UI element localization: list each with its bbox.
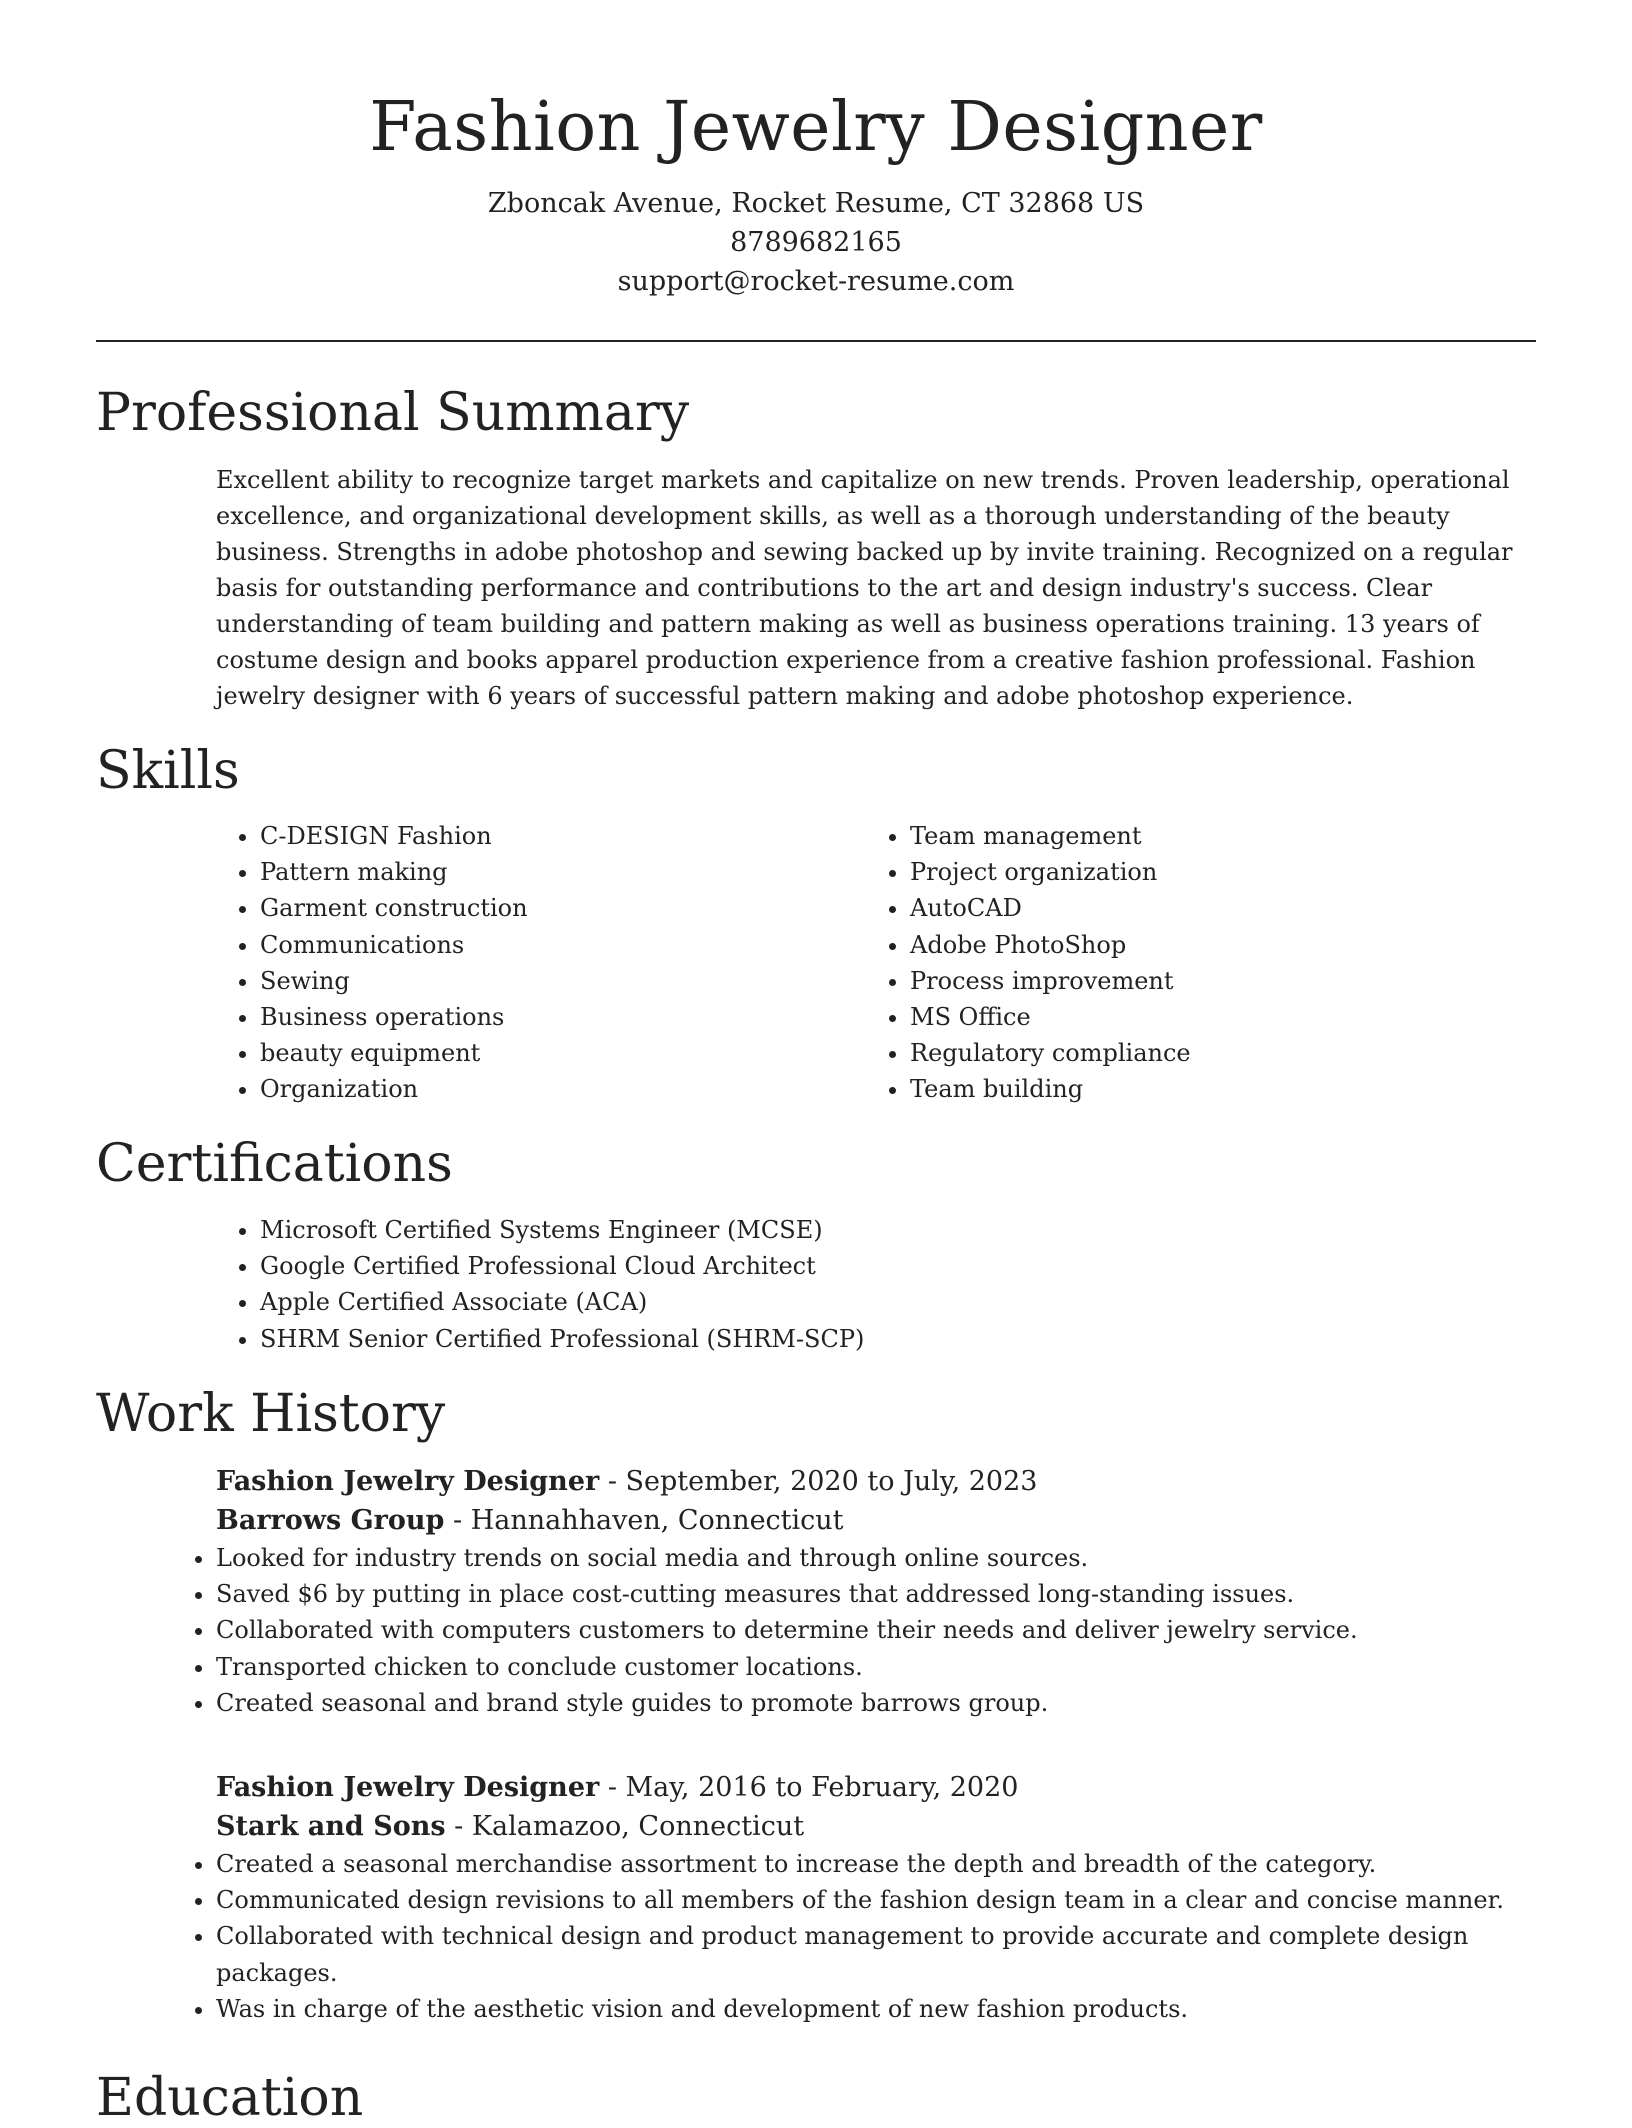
job-entry (216, 1768, 1536, 2027)
skill-item: • Sewing (260, 963, 866, 999)
certification-item: • Apple Certified Associate (ACA) (260, 1284, 1536, 1320)
job-location: - Hannahhaven, Connecticut (444, 1505, 844, 1536)
job-bullet: • Looked for industry trends on social media and through online sources. (216, 1540, 1536, 1576)
job-bullet: • Collaborated with technical design and product management to provide accurate and complete design packages. (216, 1918, 1536, 1990)
resume-header (0, 0, 1632, 301)
job-company: Barrows Group (216, 1505, 445, 1536)
skill-item: • AutoCAD (910, 890, 1516, 926)
job-company-line (216, 1807, 1536, 1846)
skill-item: • Organization (260, 1071, 866, 1107)
phone: 8789682165 (730, 227, 902, 258)
job-bullet: • Saved $6 by putting in place cost-cutting measures that addressed long-standing issues. (216, 1576, 1536, 1612)
job-location: - Kalamazoo, Connecticut (445, 1811, 805, 1842)
education-heading: Education (96, 2068, 364, 2128)
header-divider (96, 340, 1536, 342)
certification-item: • Google Certified Professional Cloud Architect (260, 1248, 1536, 1284)
skills-column-right (866, 818, 1516, 1108)
job-dates: - September, 2020 to July, 2023 (599, 1466, 1038, 1497)
skill-item: • Garment construction (260, 890, 866, 926)
skill-item: • Adobe PhotoShop (910, 927, 1516, 963)
skill-item: • Project organization (910, 854, 1516, 890)
job-bullet: • Communicated design revisions to all members of the fashion design team in a clear and concise manner. (216, 1882, 1536, 1918)
job-title-line (216, 1768, 1536, 1807)
job-bullet: • Created seasonal and brand style guides to promote barrows group. (216, 1685, 1536, 1721)
skill-item: • C-DESIGN Fashion (260, 818, 866, 854)
contact-info (0, 184, 1632, 301)
summary-text: Excellent ability to recognize target markets and capitalize on new trends. Proven leadership, operational excellence, and organizational development skills, as well as a thorough understanding of the beauty business. Strengths in adobe photoshop and sewing backed up by invite training. Recognized on a regular basis for outstanding performance and contributions to the art and design industry's success. Clear understanding of team building and pattern making as well as business operations training. 13 years of costume design and books apparel production experience from a creative fashion professional. Fashion jewelry designer with 6 years of successful pattern making and adobe photoshop experience. (216, 466, 1513, 710)
job-company-line (216, 1501, 1536, 1540)
address: Zboncak Avenue, Rocket Resume, CT 32868 US (487, 188, 1145, 219)
job-bullet: • Transported chicken to conclude customer locations. (216, 1649, 1536, 1685)
candidate-name: Fashion Jewelry Designer (369, 88, 1263, 167)
work-history-heading: Work History (96, 1384, 446, 1444)
skill-item: • Team building (910, 1071, 1516, 1107)
job-bullet: • Was in charge of the aesthetic vision and development of new fashion products. (216, 1991, 1536, 2027)
skill-item: • Communications (260, 927, 866, 963)
skills-list (216, 818, 1536, 1108)
skill-item: • Process improvement (910, 963, 1516, 999)
job-bullet: • Created a seasonal merchandise assortment to increase the depth and breadth of the category. (216, 1846, 1536, 1882)
job-title-line (216, 1462, 1536, 1501)
skill-item: • Regulatory compliance (910, 1035, 1516, 1071)
email: support@rocket-resume.com (617, 266, 1015, 297)
job-company: Stark and Sons (216, 1811, 446, 1842)
skill-item: • beauty equipment (260, 1035, 866, 1071)
skill-item: • Pattern making (260, 854, 866, 890)
certifications-list (216, 1212, 1536, 1357)
certification-item: • SHRM Senior Certified Professional (SHRM-SCP) (260, 1321, 1536, 1357)
skills-column-left (216, 818, 866, 1108)
job-entry (216, 1462, 1536, 1721)
job-dates: - May, 2016 to February, 2020 (599, 1772, 1019, 1803)
certifications-heading: Certifications (96, 1134, 453, 1194)
job-role: Fashion Jewelry Designer (216, 1772, 600, 1803)
skill-item: • Team management (910, 818, 1516, 854)
skill-item: • Business operations (260, 999, 866, 1035)
skills-heading: Skills (96, 741, 240, 801)
job-role: Fashion Jewelry Designer (216, 1466, 600, 1497)
certification-item: • Microsoft Certified Systems Engineer (MCSE) (260, 1212, 1536, 1248)
skill-item: • MS Office (910, 999, 1516, 1035)
job-bullet: • Collaborated with computers customers to determine their needs and deliver jewelry service. (216, 1612, 1536, 1648)
summary-heading: Professional Summary (96, 383, 690, 443)
